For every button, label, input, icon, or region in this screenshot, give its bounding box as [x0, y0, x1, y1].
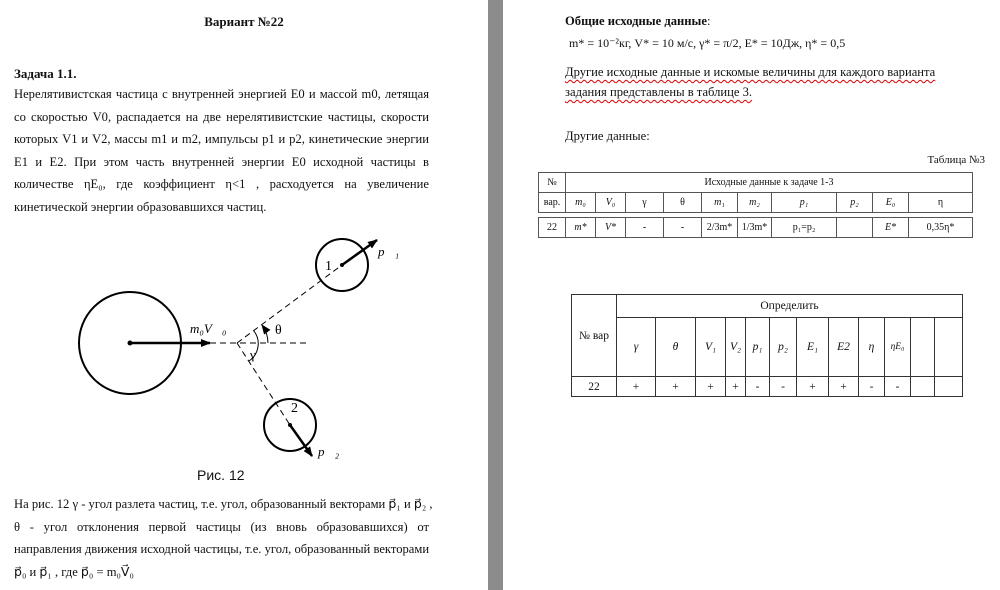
other-data-label: Другие данные:: [565, 129, 650, 143]
table2-header: E₁: [797, 318, 829, 377]
explanation-paragraph: [14, 493, 433, 583]
given-formula: m* = 10⁻²кг, V* = 10 м/с, γ* = π/2, E* = 10Дж, η* = 0,5: [569, 36, 846, 50]
table2-cell: +: [656, 377, 696, 397]
table2-cell: +: [617, 377, 656, 397]
explanation-line: направления движения исходной частицы, т.е. угол, образованный векторами: [14, 542, 430, 556]
table1-cell: -: [626, 218, 664, 238]
table1-cell: 1/3m*: [738, 218, 772, 238]
table2-header: V₁: [696, 318, 726, 377]
table1-cell: p₁=p₂: [772, 218, 837, 238]
table2-cell: +: [797, 377, 829, 397]
momentum-p1-arrow: [342, 240, 377, 265]
label-theta: θ: [275, 323, 282, 338]
common-data-heading: Общие исходные данные:: [565, 14, 711, 28]
label-p2: p⃗₂: [318, 444, 340, 459]
table1-cell: m*: [566, 218, 596, 238]
table2-header: [911, 318, 935, 377]
table1-cell: E*: [873, 218, 909, 238]
label-particle-2: 2: [291, 401, 298, 416]
table2-header: E2: [829, 318, 859, 377]
table2-cell: [935, 377, 963, 397]
page-title: Вариант №22: [204, 14, 284, 29]
table1-header: m₀: [566, 193, 596, 213]
explanation-line: θ - угол отклонения первой частицы (из вновь образовавшихся) от: [14, 519, 429, 534]
label-p1: p⃗₁: [378, 244, 400, 259]
explanation-line: p⃗₀ и p⃗₁ , где p⃗₀ = m₀V⃗₀: [14, 564, 134, 579]
label-m0v0: m₀V⃗₀: [190, 321, 227, 336]
table2-header: θ: [656, 318, 696, 377]
trajectory-1-dashed: [237, 265, 342, 343]
table1-header: p₁: [772, 193, 837, 213]
table2-cell: -: [885, 377, 911, 397]
problem-line: которых V1 и V2, массы m1 и m2, импульсы p1 и p2, кинетические энергии: [14, 132, 429, 146]
table2-header: V₂: [726, 318, 746, 377]
label-particle-1: 1: [325, 259, 332, 274]
task-heading: Задача 1.1.: [14, 66, 77, 81]
table2-header: [935, 318, 963, 377]
table2-header: p₁: [746, 318, 770, 377]
determine-table: [571, 294, 963, 397]
problem-line: количестве ηE₀, где коэффициент η<1 , расходуется на увеличение: [14, 177, 429, 191]
table1-cell: V*: [596, 218, 626, 238]
common-data-heading-text: Общие исходные данные: [565, 14, 707, 28]
table1-var-header: вар.: [539, 193, 566, 213]
table1-header: θ: [664, 193, 702, 213]
problem-line: Нерелятивистская частица с внутренней энергией E0 и массой m0, летящая: [14, 87, 429, 101]
problem-line: кинетической энергии образовавшихся частиц.: [14, 199, 267, 214]
table2-cell: -: [859, 377, 885, 397]
table2-cell: 22: [572, 377, 617, 397]
table1-header: m₁: [702, 193, 738, 213]
table1-header: V₀: [596, 193, 626, 213]
table1-header: E₀: [873, 193, 909, 213]
explanation-line: На рис. 12 γ - угол разлета частиц, т.е. угол, образованный векторами p⃗₁ и p⃗₂ ,: [14, 497, 433, 511]
problem-paragraph: [14, 83, 429, 218]
table2-cell: -: [746, 377, 770, 397]
table2-header: η: [859, 318, 885, 377]
table2-header: p₂: [770, 318, 797, 377]
left-page: [0, 0, 488, 590]
right-page: [503, 0, 1000, 590]
table1-cell: 2/3m*: [702, 218, 738, 238]
table-label: Таблица №3: [927, 154, 985, 166]
table2-cell: -: [770, 377, 797, 397]
table1-header: m₂: [738, 193, 772, 213]
other-data-text: [565, 62, 935, 102]
table1-caption: Исходные данные к задаче 1-3: [566, 173, 973, 193]
table2-var-header: № вар: [572, 295, 617, 377]
table1-header: p₂: [837, 193, 873, 213]
table1-cell: 0,35η*: [909, 218, 973, 238]
theta-arc: [262, 325, 268, 343]
figure-caption: Рис. 12: [197, 467, 245, 483]
table2-determine-header: Определить: [617, 295, 963, 318]
table1-header: η: [909, 193, 973, 213]
table1-header: γ: [626, 193, 664, 213]
table1-cell: 22: [539, 218, 566, 238]
table1-cell: [837, 218, 873, 238]
table1-no-header: №: [539, 173, 566, 193]
label-gamma: γ: [250, 347, 256, 362]
table2-cell: [911, 377, 935, 397]
table2-cell: +: [829, 377, 859, 397]
table2-cell: +: [726, 377, 746, 397]
source-data-table: [538, 172, 973, 238]
page-gutter: [488, 0, 503, 590]
problem-line: со скоростью V0, распадается на две нерелятивистские частицы, скорости: [14, 109, 429, 124]
other-data-line: задания представлены в таблице 3.: [565, 85, 753, 99]
problem-line: E1 и E2. При этом часть внутренней энергии E0 исходной частицы в: [14, 154, 429, 169]
decay-figure: [0, 220, 488, 470]
trajectory-2-dashed: [237, 343, 290, 425]
table2-header: ηE₀: [885, 318, 911, 377]
table1-cell: -: [664, 218, 702, 238]
table2-cell: +: [696, 377, 726, 397]
table2-header: γ: [617, 318, 656, 377]
other-data-line: Другие исходные данные и искомые величины для каждого варианта: [565, 65, 936, 79]
